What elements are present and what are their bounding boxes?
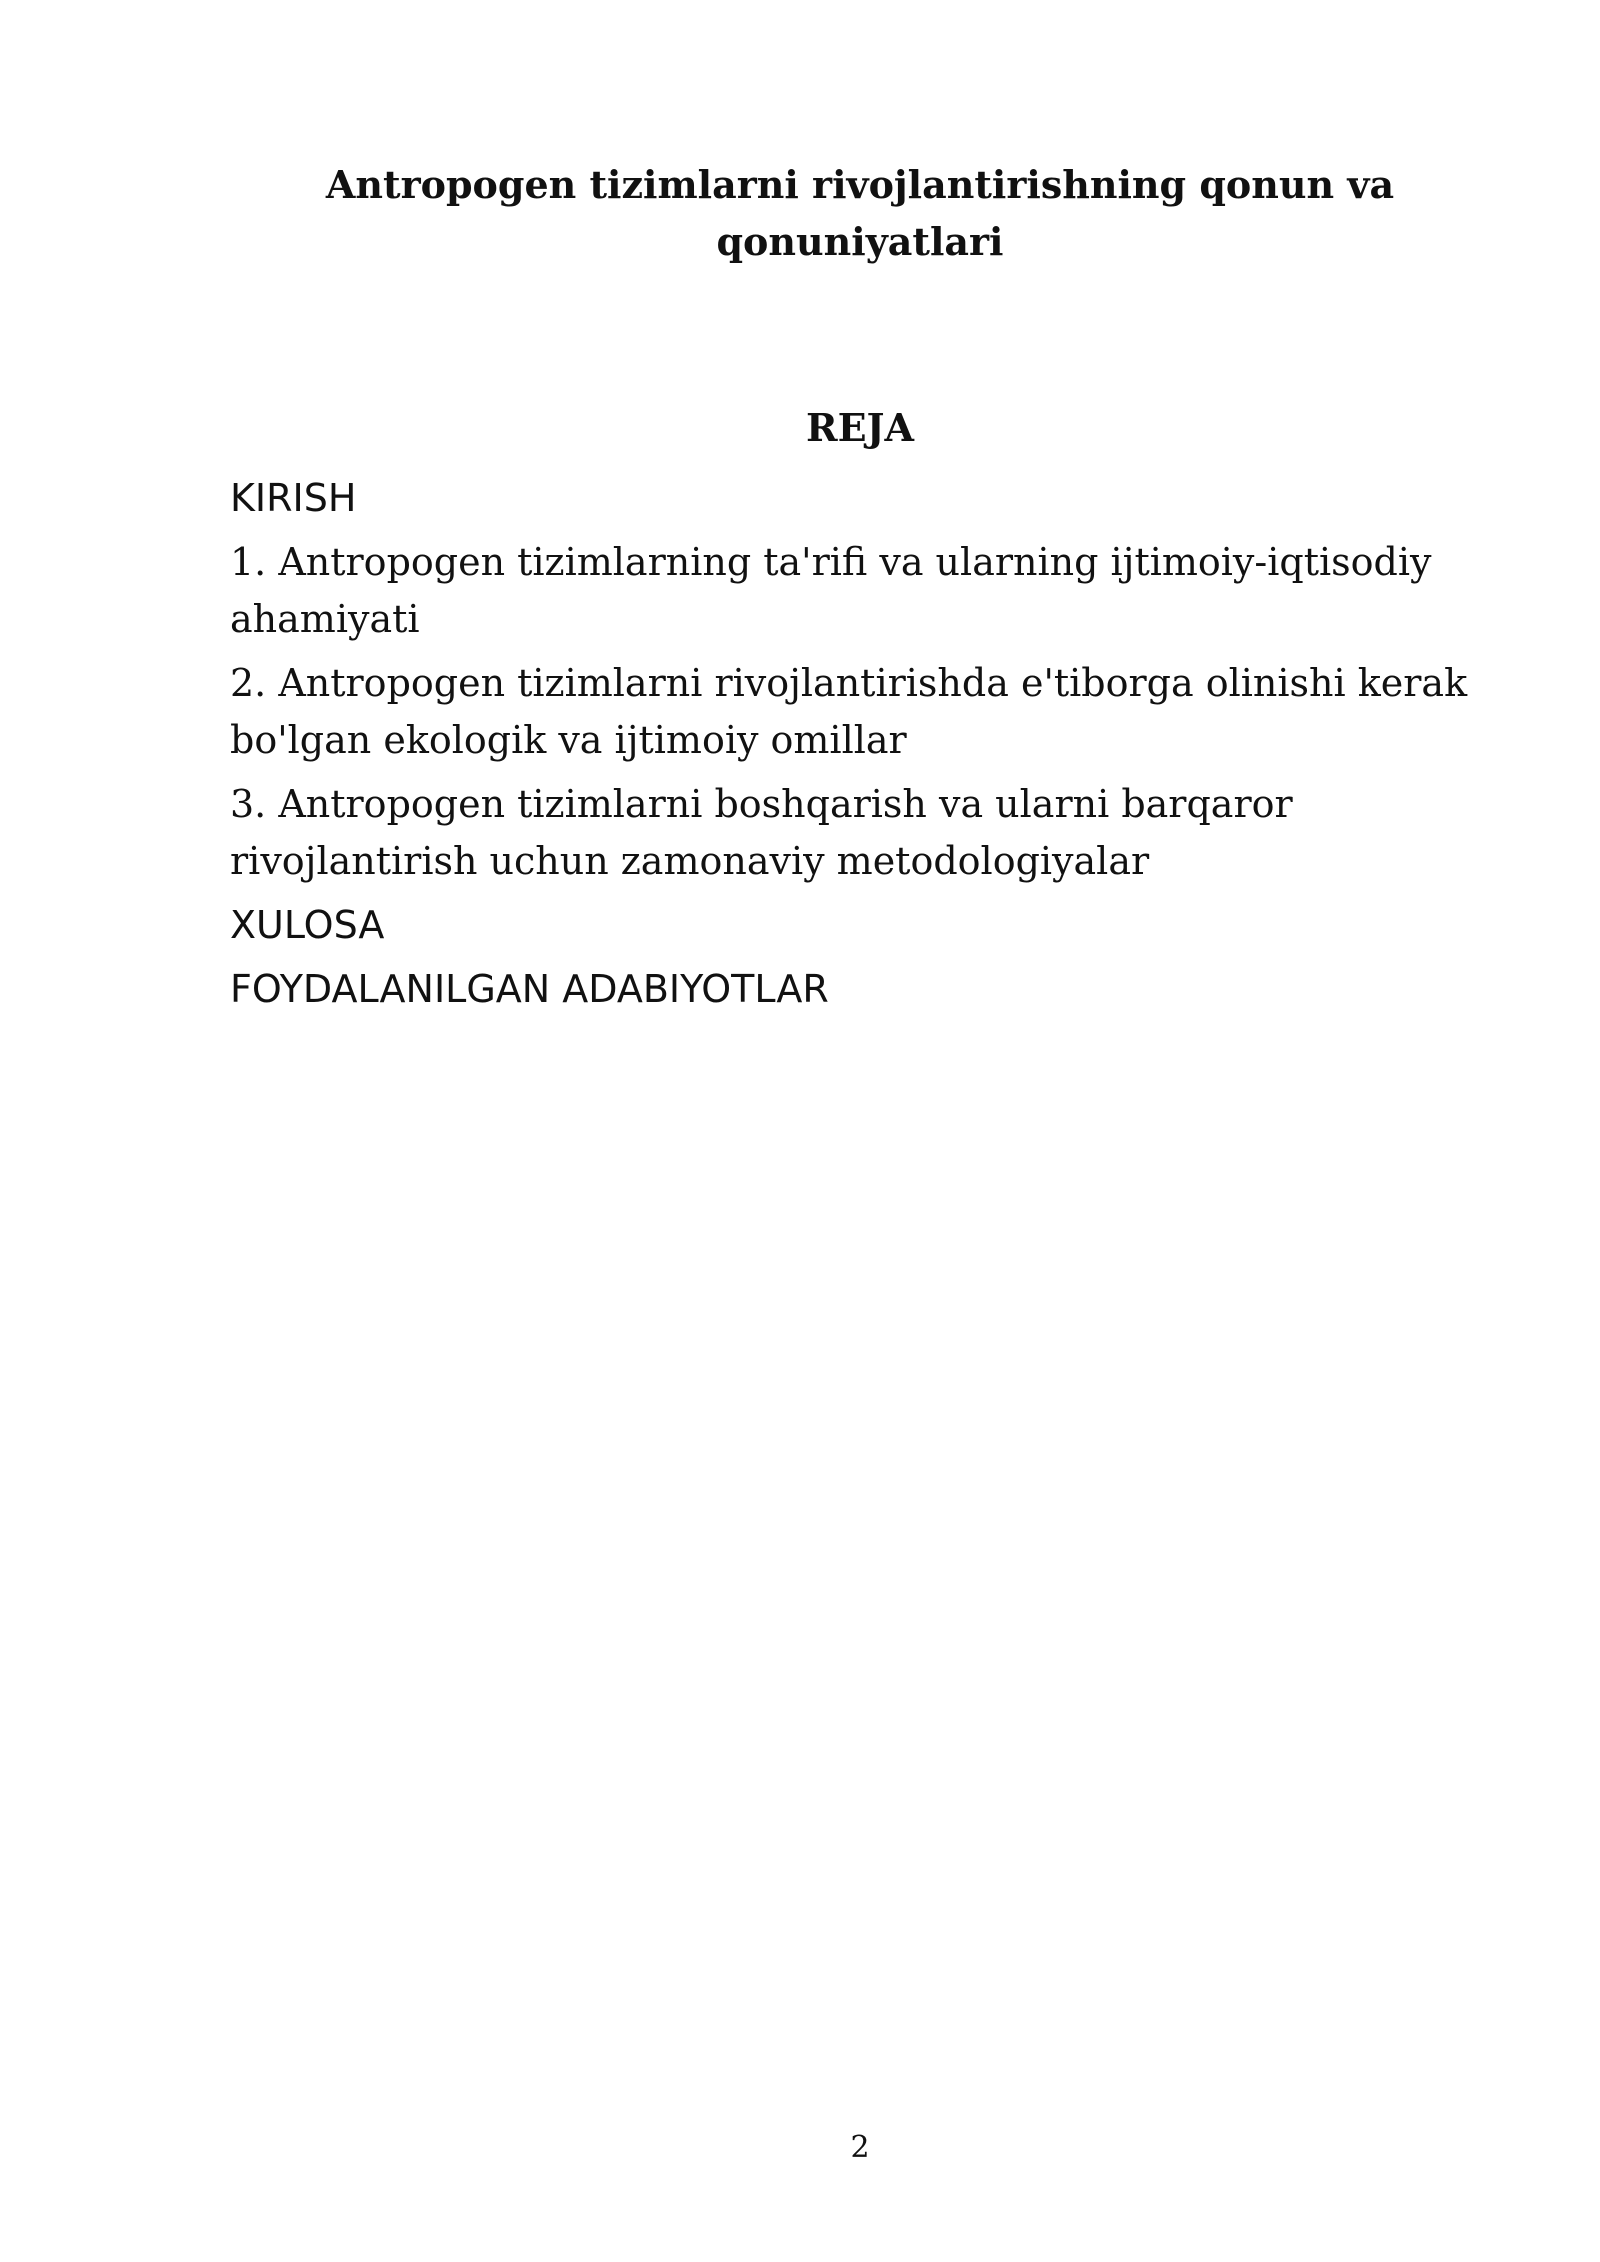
plan-item-references: FOYDALANILGAN ADABIYOTLAR xyxy=(230,967,829,1011)
page-number: 2 xyxy=(850,2130,870,2165)
document-title: Antropogen tizimlarni rivojlantirishning qonun va qonuniyatlari xyxy=(325,162,1395,264)
plan-item-3: 3. Antropogen tizimlarni boshqarish va ularni barqaror rivojlantirish uchun zamonaviy metodologiyalar xyxy=(230,782,1293,883)
plan-item-introduction: KIRISH xyxy=(230,476,357,520)
plan-list xyxy=(230,470,1480,1025)
plan-item-1: 1. Antropogen tizimlarning ta'rifi va ularning ijtimoiy-iqtisodiy ahamiyati xyxy=(230,540,1432,641)
plan-item-conclusion: XULOSA xyxy=(230,903,385,947)
plan-heading: REJA xyxy=(805,405,914,450)
plan-item-2: 2. Antropogen tizimlarni rivojlantirishda e'tiborga olinishi kerak bo'lgan ekologik va ijtimoiy omillar xyxy=(230,661,1468,762)
